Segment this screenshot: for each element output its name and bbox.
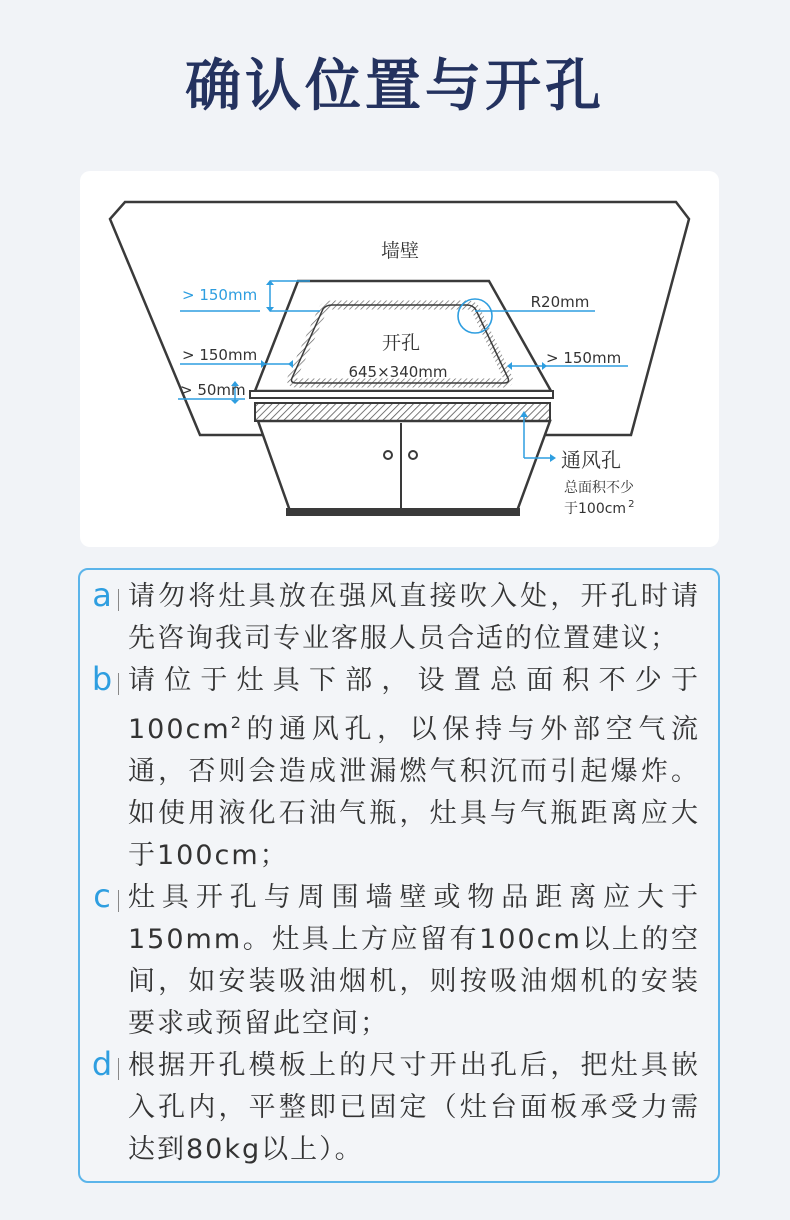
note-letter: b: [91, 660, 113, 698]
left-top-dim: > 150mm: [182, 286, 258, 304]
cutout-diagram-svg: [80, 171, 719, 547]
page-title: 确认位置与开孔: [185, 54, 605, 119]
note-item-b: [90, 660, 700, 877]
vent-note-line2: 于100cm $^2$: [564, 499, 635, 517]
installation-diagram: [80, 171, 719, 547]
note-text: 灶具开孔与周围墙壁或物品距离应大于150mm。灶具上方应留有100cm以上的空间，如安装吸油烟机，则按吸油烟机的安装要求或预留此空间；: [128, 882, 700, 1039]
left-bottom-dim: > 50mm: [180, 381, 246, 399]
door-knob-left: [384, 451, 392, 459]
door-knob-right: [409, 451, 417, 459]
note-item-a: [90, 576, 700, 660]
note-letter: c: [93, 877, 111, 915]
right-dim: > 150mm: [546, 349, 622, 367]
cabinet-body: [258, 421, 550, 511]
notes-list: [90, 576, 700, 1171]
note-divider: [118, 589, 119, 611]
note-letter: a: [92, 576, 112, 614]
note-letter: d: [91, 1045, 113, 1083]
left-mid-dim: > 150mm: [182, 346, 258, 364]
note-divider: [118, 890, 119, 912]
countertop-edge: [250, 391, 553, 398]
wall-label: 墙壁: [380, 240, 420, 262]
note-divider: [118, 1058, 119, 1080]
notes-box: [78, 568, 720, 1183]
cutout-label: 开孔: [381, 332, 421, 354]
note-item-d: [90, 1045, 700, 1171]
note-item-c: [90, 877, 700, 1045]
countertop-front: [255, 403, 550, 421]
radius-label: R20mm: [530, 293, 590, 311]
cutout-size: 645×340mm: [348, 363, 448, 381]
note-divider: [118, 673, 119, 695]
note-text: 请位于灶具下部，设置总面积不少于$100cm^2$的通风孔，以保持与外部空气流通，否则会造成泄漏燃气积沉而引起爆炸。如使用液化石油气瓶，灶具与气瓶距离应大于100cm；: [128, 665, 700, 871]
note-text: 请勿将灶具放在强风直接吹入处，开孔时请先咨询我司专业客服人员合适的位置建议；: [128, 581, 700, 654]
note-text: 根据开孔模板上的尺寸开出孔后，把灶具嵌入孔内，平整即已固定（灶台面板承受力需达到80kg以上）。: [128, 1050, 700, 1165]
vent-note-line1: 总面积不少: [564, 480, 634, 496]
vent-label: 通风孔: [561, 448, 621, 472]
cabinet-base: [286, 508, 520, 516]
